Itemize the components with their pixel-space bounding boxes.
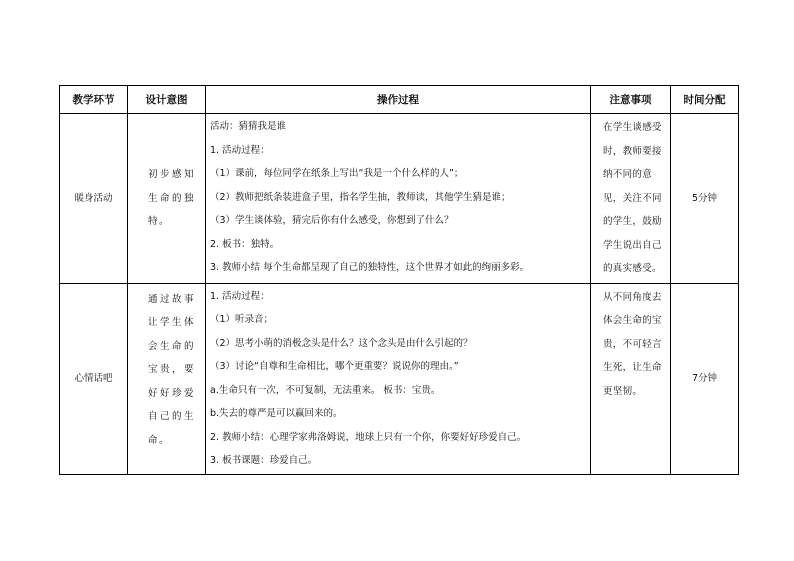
process-line: 1. 活动过程： xyxy=(210,290,270,302)
process-line: a.生命只有一次，不可复制，无法重来。 板书：宝贵。 xyxy=(210,384,441,396)
notes-cell: 从不同角度去体会生命的宝贵，不可轻言生死，让生命更坚韧。 xyxy=(591,283,671,474)
process-cell xyxy=(206,114,591,284)
process-line: 2. 教师小结：心理学家弗洛姆说，地球上只有一个你，你要好好珍爱自己。 xyxy=(210,431,527,443)
header-intent: 设计意图 xyxy=(128,86,206,114)
process-line: 活动：猜猜我是谁 xyxy=(210,121,287,132)
process-line: 3. 教师小结 每个生命都呈现了自己的独特性，这个世界才如此的绚丽多彩。 xyxy=(210,262,530,273)
process-line: 1. 活动过程： xyxy=(210,144,270,156)
table-row xyxy=(60,114,739,284)
time-cell: 5分钟 xyxy=(671,114,739,284)
process-line: （1）听录音； xyxy=(210,314,274,325)
process-line: （2）教师把纸条装进盒子里，指名学生抽，教师读，其他学生猜是谁； xyxy=(210,191,511,203)
process-line: b.失去的尊严是可以赢回来的。 xyxy=(210,408,343,419)
lesson-plan-table xyxy=(59,85,739,475)
intent-cell: 初步感知生命的独特。 xyxy=(128,114,206,284)
stage-cell: 心情话吧 xyxy=(60,283,128,474)
process-line: （1）课前，每位同学在纸条上写出“我是一个什么样的人”； xyxy=(210,168,464,179)
process-cell xyxy=(206,283,591,474)
header-process: 操作过程 xyxy=(206,86,591,114)
process-line: 3. 板书课题：珍爱自己。 xyxy=(210,455,318,466)
time-cell: 7分钟 xyxy=(671,283,739,474)
header-notes: 注意事项 xyxy=(591,86,671,114)
intent-cell: 通过故事让学生体会生命的宝贵，要好好珍爱自己的生命。 xyxy=(128,283,206,474)
process-line: （2）思考小萌的消极念头是什么？这个念头是由什么引起的？ xyxy=(210,337,473,349)
header-time: 时间分配 xyxy=(671,86,739,114)
header-row xyxy=(60,86,739,114)
notes-cell: 在学生谈感受时，教师要接纳不同的意见，关注不同的学生，鼓励学生说出自己的真实感受。 xyxy=(591,114,671,284)
process-line: （3）讨论“自尊和生命相比，哪个更重要？说说你的理由。” xyxy=(210,361,459,372)
process-line: 2. 板书：独特。 xyxy=(210,238,280,250)
process-line: （3）学生谈体验，猜完后你有什么感受，你想到了什么？ xyxy=(210,215,454,226)
stage-cell: 暖身活动 xyxy=(60,114,128,284)
table-row xyxy=(60,283,739,474)
header-stage: 教学环节 xyxy=(60,86,128,114)
